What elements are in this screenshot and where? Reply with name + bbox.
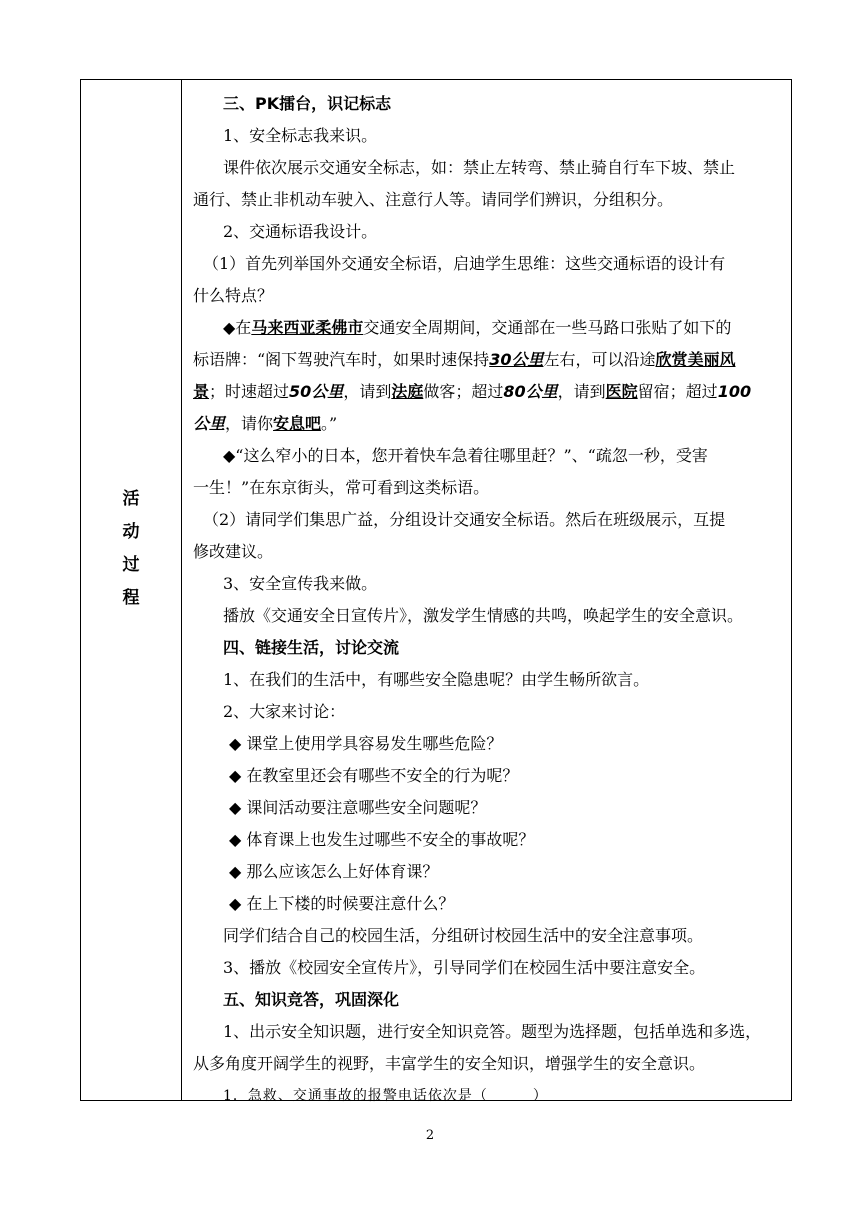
- paragraph: 课件依次展示交通安全标志，如：禁止左转弯、禁止骑自行车下坡、禁止: [223, 158, 736, 177]
- text-run-emph: 欣赏美丽风: [655, 350, 736, 369]
- paragraph: 3、安全宣传我来做。: [223, 574, 378, 593]
- list-item: ◆ 那么应该怎么上好体育课？: [229, 862, 439, 881]
- list-item: ◆ 课堂上使用学具容易发生哪些危险？: [229, 734, 503, 753]
- paragraph: 同学们结合自己的校园生活，分组研讨校园生活中的安全注意事项。: [223, 926, 704, 945]
- text-run-emph: 医院: [605, 382, 638, 401]
- paragraph: 一生！”在东京街头，常可看到这类标语。: [193, 478, 490, 497]
- text-run: 做客；超过: [423, 382, 504, 401]
- list-item: ◆ 课间活动要注意哪些安全问题呢？: [229, 798, 487, 817]
- label-char: 活: [122, 489, 140, 509]
- paragraph: 从多角度开阔学生的视野，丰富学生的安全知识，增强学生的安全意识。: [193, 1054, 706, 1073]
- label-column: [81, 80, 182, 1100]
- text-run: ◆在: [223, 318, 252, 337]
- text-run: 左右，可以沿途: [543, 350, 656, 369]
- text-run: ，请你: [225, 414, 274, 433]
- page-number: 2: [425, 1128, 435, 1143]
- label-char: 程: [122, 588, 140, 608]
- paragraph: 修改建议。: [193, 542, 274, 561]
- text-run: ；时速超过: [209, 382, 290, 401]
- paragraph: （1）首先列举国外交通安全标语，启迪学生思维：这些交通标语的设计有: [203, 254, 726, 273]
- text-run: ，请到: [557, 382, 606, 401]
- paragraph: 1、安全标志我来识。: [223, 126, 378, 145]
- text-run-speed: 50公里: [289, 382, 344, 401]
- quiz-question: 1．急救、交通事故的报警电话依次是（ ）: [223, 1088, 548, 1104]
- section-heading-5: 五、知识竞答，巩固深化: [223, 990, 400, 1009]
- paragraph: [193, 344, 785, 376]
- paragraph: 1、出示安全知识题，进行安全知识竞答。题型为选择题，包括单选和多选，: [223, 1022, 762, 1041]
- list-item: ◆ 在上下楼的时候要注意什么？: [229, 894, 455, 913]
- section-heading-3: 三、PK擂台，识记标志: [223, 94, 392, 113]
- paragraph: 3、播放《校园安全宣传片》，引导同学们在校园生活中要注意安全。: [223, 958, 706, 977]
- label-char: 动: [122, 522, 140, 542]
- label-char: 过: [122, 555, 140, 575]
- text-run: 标语牌：“阁下驾驶汽车时，如果时速保持: [193, 350, 490, 369]
- paragraph: [193, 376, 785, 408]
- text-run-place: 马来西亚柔佛市: [251, 318, 364, 337]
- paragraph: 1、在我们的生活中，有哪些安全隐患呢？由学生畅所欲言。: [223, 670, 650, 689]
- list-item: ◆ 在教室里还会有哪些不安全的行为呢？: [229, 766, 519, 785]
- text-run-emph: 安息吧: [273, 414, 322, 433]
- activity-table: [80, 79, 792, 1104]
- paragraph: （2）请同学们集思广益，分组设计交通安全标语。然后在班级展示，互提: [203, 510, 726, 529]
- text-run-speed: 公里: [193, 414, 226, 433]
- text-run-emph: 景: [193, 382, 210, 401]
- paragraph: 通行、禁止非机动车驶入、注意行人等。请同学们辨识，分组积分。: [193, 190, 674, 209]
- activity-process-label: [81, 483, 181, 615]
- text-run-speed: 100: [717, 382, 752, 401]
- paragraph: ◆“这么窄小的日本，您开着快车急着往哪里赶？”、“疏忽一秒，受害: [223, 446, 708, 465]
- paragraph: 什么特点？: [193, 286, 274, 305]
- content-column: [193, 88, 785, 1112]
- text-run-speed: 30公里: [489, 350, 544, 369]
- text-run: 留宿；超过: [637, 382, 718, 401]
- paragraph: 播放《交通安全日宣传片》，激发学生情感的共鸣，唤起学生的安全意识。: [223, 606, 744, 625]
- text-run: ，请到: [343, 382, 392, 401]
- text-run-speed: 80公里: [503, 382, 558, 401]
- paragraph-malaysia: [193, 312, 785, 344]
- paragraph: 2、大家来讨论：: [223, 702, 346, 721]
- text-run: 。”: [321, 414, 338, 433]
- list-item: ◆ 体育课上也发生过哪些不安全的事故呢？: [229, 830, 535, 849]
- section-heading-4: 四、链接生活，讨论交流: [223, 638, 400, 657]
- paragraph: [193, 408, 785, 440]
- text-run: 交通安全周期间，交通部在一些马路口张贴了如下的: [363, 318, 732, 337]
- paragraph: 2、交通标语我设计。: [223, 222, 378, 241]
- text-run-emph: 法庭: [391, 382, 424, 401]
